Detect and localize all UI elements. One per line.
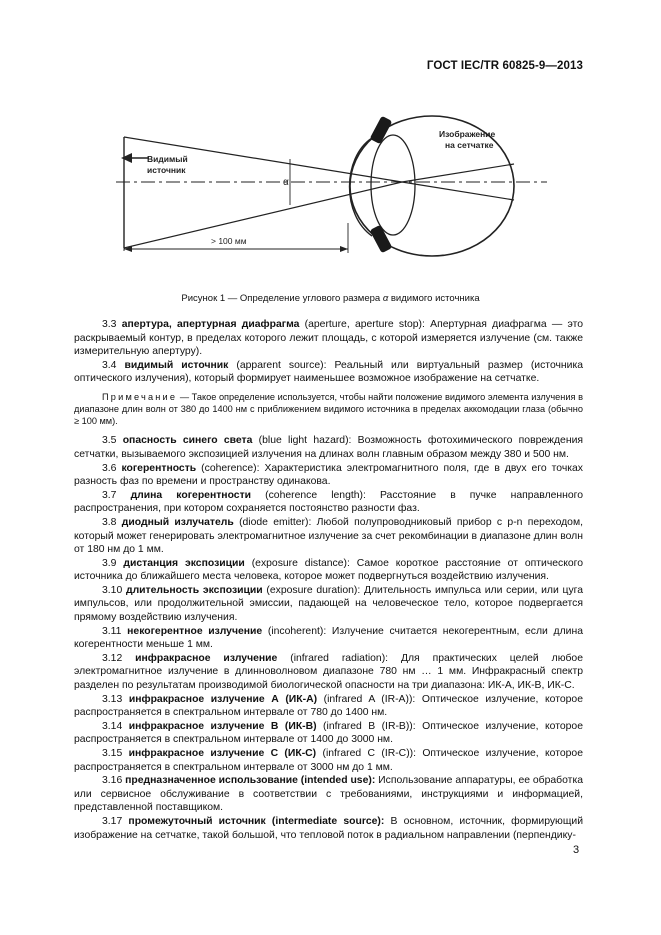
definition-text: (apparent source): Реальный или виртуальный размер (источника оптического излучения), который формирует наименьшее возможное изображение на сетчатке. — [74, 359, 584, 385]
caption-prefix: Рисунок 1 — Определение углового размера — [181, 293, 383, 304]
definition-number: 3.6 — [102, 462, 117, 474]
definition-term: длина когерентности — [130, 489, 252, 501]
document-body — [74, 318, 583, 842]
definition-term: дистанция экспозиции — [123, 557, 245, 569]
definition-term: промежуточный источник (intermediate source): — [128, 815, 385, 827]
definition-paragraph — [74, 516, 583, 557]
definition-text: (exposure distance): Самое короткое расстояние от оптического источника до ближайшего места человека, которое может подвергнуться воздействию излучения. — [74, 557, 583, 583]
definition-term: инфракрасное излучение С (ИК-С) — [128, 748, 317, 760]
definition-text: (infrared B (IR-B)): Оптическое излучение, которое распространяется в спектральном интервале от 1400 до 3000 нм. — [74, 720, 583, 746]
definition-number: 3.9 — [102, 557, 117, 569]
definition-text: (aperture, aperture stop): Апертурная диафрагма — это раскрываемый контур, в пределах которого лежит площадь, с которой измеряется излучение (см. также измерительную апертуру). — [74, 319, 584, 358]
definition-paragraph — [74, 815, 583, 842]
definition-text: (blue light hazard): Возможность фотохимического повреждения сетчатки, вызываемого экспозицией излучения на длинах волн главным образом между 380 и 500 нм. — [74, 435, 584, 460]
lens-outline — [371, 135, 415, 235]
caption-alpha: α — [382, 293, 389, 304]
note-text: — Такое определение используется, чтобы найти положение видимого элемента излучения в диапазоне длин волн от 380 до 1400 нм с приближением видимого источника в пределах аккомодации глаза (обычно ≥ 100 мм). — [74, 391, 583, 426]
distance-arrow-icon — [340, 246, 348, 252]
definition-number: 3.15 — [102, 748, 123, 760]
definition-number: 3.3 — [102, 319, 117, 330]
definition-paragraph — [74, 462, 583, 489]
definition-paragraph — [74, 720, 583, 747]
definition-term: видимый источник — [124, 359, 229, 371]
definition-number: 3.5 — [102, 435, 117, 447]
definition-text: Использование аппаратуры, ее обработка или сервисное обслуживание в соответствии с требованиями, инструкциями и информацией, представленной поставщиком. — [74, 775, 583, 814]
figure-caption — [0, 293, 661, 304]
definition-paragraph — [74, 557, 583, 584]
definition-paragraph — [74, 434, 583, 461]
definition-text: В основном, источник, формирующий изображение на сетчатке, такой большой, что тепловой поток в радиальном направлении (перпендику- — [74, 815, 584, 841]
lower-ray-line — [402, 164, 514, 182]
definition-paragraph — [74, 693, 583, 720]
definition-number: 3.12 — [102, 652, 123, 664]
definition-text: (incoherent): Излучение считается некогерентным, если длина когерентности меньше 1 мм. — [74, 625, 583, 651]
definition-term: длительность экспозиции — [125, 584, 263, 596]
source-label-line1: Видимый — [147, 154, 188, 164]
definition-paragraph — [74, 747, 583, 774]
note-paragraph — [74, 392, 583, 427]
definition-term: предназначенное использование (intended use): — [125, 775, 376, 787]
definition-number: 3.11 — [102, 625, 122, 637]
definition-paragraph — [74, 774, 583, 815]
source-arrow-icon — [121, 153, 132, 163]
definition-term: диодный излучатель — [121, 516, 234, 528]
alpha-label: α — [283, 177, 289, 188]
definition-paragraph — [74, 584, 583, 625]
definition-term: инфракрасное излучение А (ИК-А) — [128, 693, 318, 705]
definition-term: некогерентное излучение — [127, 625, 263, 637]
definition-term: когерентность — [121, 462, 197, 474]
image-label-line1: Изображение — [439, 129, 496, 139]
definition-paragraph — [74, 318, 583, 359]
definition-paragraph — [74, 625, 583, 652]
definition-text: (infrared A (IR-A)): Оптическое излучение, которое распространяется в спектральном интервале от 780 до 1400 нм. — [74, 693, 583, 719]
distance-label: > 100 мм — [211, 236, 247, 246]
document-code-header: ГОСТ IEC/TR 60825-9—2013 — [426, 60, 583, 72]
upper-iris-block — [370, 116, 393, 145]
definition-number: 3.13 — [102, 693, 123, 705]
definition-text: (coherence): Характеристика электромагнитного поля, где в двух его точках разность фаз по времени и пространству одинакова. — [74, 462, 583, 488]
figure-angular-size-diagram — [104, 103, 560, 283]
eye-diagram-svg — [104, 103, 560, 283]
definition-term: апертура, апертурная диафрагма — [121, 319, 300, 330]
lower-iris-block — [370, 225, 393, 254]
definition-paragraph — [74, 652, 583, 693]
definition-number: 3.10 — [102, 584, 123, 596]
definition-number: 3.17 — [102, 815, 123, 827]
caption-suffix: видимого источника — [388, 293, 480, 304]
definition-text: (exposure duration): Длительность импульса или серии, или цуга импульсов, или продолжительной эмиссии, падающей на человеческое тело, которое подвергается прямому воздействию излучения. — [74, 584, 584, 624]
definition-number: 3.16 — [102, 775, 123, 787]
definition-paragraph — [74, 359, 583, 386]
definition-number: 3.4 — [102, 359, 117, 371]
upper-ray-line — [402, 182, 514, 200]
source-label-line2: источник — [147, 165, 186, 175]
definition-text: (infrared radiation): Для практических целей любое электромагнитное излучение в длинноволновом диапазоне 780 нм … 1 мм. Инфракрасный спектр разделен по результатам производимой биологической опасности на три диапазона: ИК-А, ИК-В, ИК-С. — [74, 652, 583, 692]
definition-text: (coherence length): Расстояние в пучке направленного распространения, при котором сохраняется постоянство разности фаз. — [74, 489, 584, 515]
definition-term: инфракрасное излучение В (ИК-В) — [128, 720, 317, 732]
definition-number: 3.8 — [102, 516, 117, 528]
definition-number: 3.7 — [102, 489, 117, 501]
image-label-line2: на сетчатке — [445, 140, 494, 150]
definition-term: опасность синего света — [122, 435, 253, 447]
definition-paragraph — [74, 489, 583, 516]
note-lead: Примечание — [102, 391, 178, 402]
page-number: 3 — [573, 844, 580, 856]
definition-text: (infrared C (IR-C)): Оптическое излучение, которое распространяется в спектральном интервале от 3000 нм до 1 мм. — [74, 748, 583, 773]
definition-number: 3.14 — [102, 720, 123, 732]
lower-cone-line — [124, 182, 402, 248]
definition-text: (diode emitter): Любой полупроводниковый прибор с p-n переходом, который может генерировать электромагнитное излучение за счет рекомбинации в диапазоне длин волн от 180 нм до 1 мм. — [74, 516, 583, 556]
definition-term: инфракрасное излучение — [135, 652, 278, 664]
